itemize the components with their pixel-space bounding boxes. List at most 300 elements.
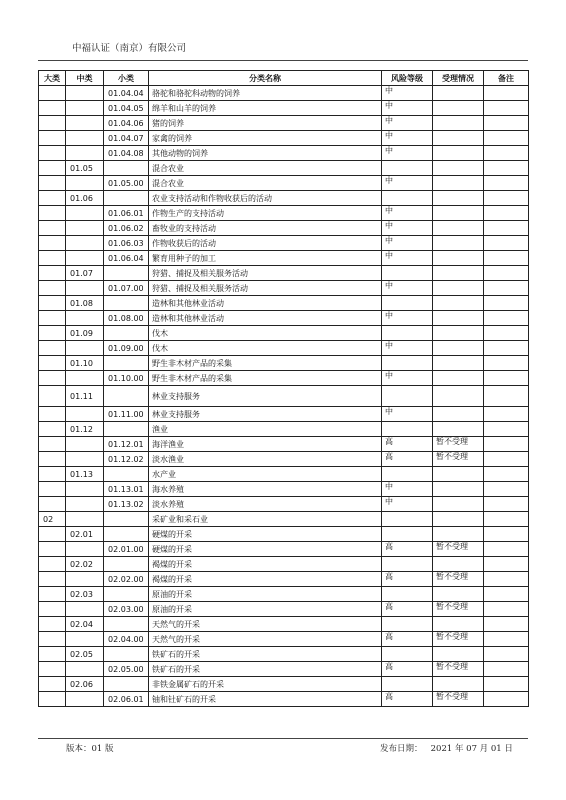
minor-class-cell [104, 422, 149, 437]
minor-class-cell: 01.04.05 [104, 101, 149, 116]
remarks-cell [484, 146, 529, 161]
risk-level-cell: 中 [382, 86, 433, 101]
risk-level-cell: 中 [382, 116, 433, 131]
table-body [39, 86, 529, 707]
acceptance-status-cell [433, 371, 484, 386]
medium-class-cell: 01.10 [66, 356, 104, 371]
major-class-cell [39, 557, 66, 572]
major-class-cell [39, 161, 66, 176]
table-row [39, 497, 529, 512]
acceptance-status-cell [433, 467, 484, 482]
table-row [39, 236, 529, 251]
medium-class-cell [66, 131, 104, 146]
risk-level-cell [382, 557, 433, 572]
table-row [39, 587, 529, 602]
acceptance-status-cell [433, 341, 484, 356]
minor-class-cell: 01.12.02 [104, 452, 149, 467]
acceptance-status-cell [433, 311, 484, 326]
remarks-cell [484, 647, 529, 662]
category-name-cell: 褐煤的开采 [149, 557, 382, 572]
category-name-cell: 林业支持服务 [149, 386, 382, 407]
table-row [39, 176, 529, 191]
minor-class-cell: 01.08.00 [104, 311, 149, 326]
table-row [39, 662, 529, 677]
category-name-cell: 褐煤的开采 [149, 572, 382, 587]
category-name-cell: 作物收获后的活动 [149, 236, 382, 251]
remarks-cell [484, 542, 529, 557]
medium-class-cell: 02.05 [66, 647, 104, 662]
acceptance-status-cell [433, 191, 484, 206]
major-class-cell [39, 437, 66, 452]
acceptance-status-cell [433, 146, 484, 161]
footer-divider [38, 738, 528, 739]
risk-level-cell: 中 [382, 251, 433, 266]
table-row [39, 386, 529, 407]
risk-level-cell [382, 266, 433, 281]
table-row [39, 647, 529, 662]
remarks-cell [484, 662, 529, 677]
table-row [39, 692, 529, 707]
col-header-category-name: 分类名称 [149, 71, 382, 86]
major-class-cell [39, 251, 66, 266]
table-row [39, 617, 529, 632]
minor-class-cell [104, 677, 149, 692]
table-row [39, 191, 529, 206]
category-name-cell: 造林和其他林业活动 [149, 296, 382, 311]
risk-level-cell: 中 [382, 371, 433, 386]
minor-class-cell [104, 467, 149, 482]
minor-class-cell [104, 527, 149, 542]
remarks-cell [484, 407, 529, 422]
table-row [39, 371, 529, 386]
minor-class-cell [104, 161, 149, 176]
category-name-cell: 原油的开采 [149, 602, 382, 617]
risk-level-cell [382, 161, 433, 176]
category-name-cell: 天然气的开采 [149, 632, 382, 647]
remarks-cell [484, 86, 529, 101]
risk-level-cell: 中 [382, 221, 433, 236]
remarks-cell [484, 632, 529, 647]
minor-class-cell [104, 266, 149, 281]
medium-class-cell [66, 101, 104, 116]
remarks-cell [484, 281, 529, 296]
table-row [39, 437, 529, 452]
medium-class-cell [66, 341, 104, 356]
medium-class-cell: 01.11 [66, 386, 104, 407]
major-class-cell [39, 281, 66, 296]
remarks-cell [484, 356, 529, 371]
remarks-cell [484, 527, 529, 542]
risk-level-cell: 中 [382, 281, 433, 296]
risk-level-cell: 中 [382, 482, 433, 497]
table-row [39, 356, 529, 371]
medium-class-cell: 02.06 [66, 677, 104, 692]
category-name-cell: 铀和钍矿石的开采 [149, 692, 382, 707]
risk-level-cell: 中 [382, 497, 433, 512]
acceptance-status-cell: 暂不受理 [433, 692, 484, 707]
minor-class-cell [104, 647, 149, 662]
risk-level-cell: 中 [382, 236, 433, 251]
risk-level-cell: 中 [382, 131, 433, 146]
major-class-cell [39, 266, 66, 281]
medium-class-cell: 01.09 [66, 326, 104, 341]
minor-class-cell [104, 326, 149, 341]
category-name-cell: 其他动物的饲养 [149, 146, 382, 161]
remarks-cell [484, 326, 529, 341]
minor-class-cell: 01.06.01 [104, 206, 149, 221]
acceptance-status-cell [433, 281, 484, 296]
major-class-cell [39, 482, 66, 497]
risk-level-cell: 高 [382, 692, 433, 707]
major-class-cell [39, 236, 66, 251]
acceptance-status-cell [433, 296, 484, 311]
minor-class-cell: 01.05.00 [104, 176, 149, 191]
remarks-cell [484, 452, 529, 467]
major-class-cell [39, 311, 66, 326]
acceptance-status-cell [433, 527, 484, 542]
remarks-cell [484, 422, 529, 437]
table-row [39, 326, 529, 341]
risk-level-cell: 高 [382, 662, 433, 677]
acceptance-status-cell: 暂不受理 [433, 437, 484, 452]
remarks-cell [484, 176, 529, 191]
table-row [39, 161, 529, 176]
medium-class-cell [66, 512, 104, 527]
minor-class-cell: 01.13.02 [104, 497, 149, 512]
table-row [39, 632, 529, 647]
remarks-cell [484, 677, 529, 692]
category-name-cell: 绵羊和山羊的饲养 [149, 101, 382, 116]
medium-class-cell [66, 542, 104, 557]
medium-class-cell: 01.06 [66, 191, 104, 206]
major-class-cell [39, 296, 66, 311]
remarks-cell [484, 371, 529, 386]
minor-class-cell [104, 512, 149, 527]
risk-level-cell: 中 [382, 146, 433, 161]
major-class-cell [39, 326, 66, 341]
remarks-cell [484, 251, 529, 266]
risk-level-cell: 中 [382, 407, 433, 422]
medium-class-cell [66, 632, 104, 647]
acceptance-status-cell [433, 422, 484, 437]
category-name-cell: 海水养殖 [149, 482, 382, 497]
acceptance-status-cell [433, 236, 484, 251]
remarks-cell [484, 116, 529, 131]
remarks-cell [484, 467, 529, 482]
minor-class-cell: 02.03.00 [104, 602, 149, 617]
major-class-cell [39, 602, 66, 617]
risk-level-cell: 高 [382, 632, 433, 647]
category-name-cell: 狩猎、捕捉及相关服务活动 [149, 281, 382, 296]
acceptance-status-cell: 暂不受理 [433, 452, 484, 467]
table-row [39, 407, 529, 422]
table-row [39, 512, 529, 527]
risk-level-cell: 高 [382, 602, 433, 617]
category-name-cell: 淡水养殖 [149, 497, 382, 512]
risk-level-cell: 中 [382, 206, 433, 221]
major-class-cell [39, 542, 66, 557]
major-class-cell [39, 617, 66, 632]
table-row [39, 452, 529, 467]
risk-level-cell: 高 [382, 437, 433, 452]
category-name-cell: 骆驼和骆驼科动物的饲养 [149, 86, 382, 101]
acceptance-status-cell [433, 407, 484, 422]
acceptance-status-cell [433, 176, 484, 191]
minor-class-cell: 01.04.08 [104, 146, 149, 161]
medium-class-cell: 02.03 [66, 587, 104, 602]
minor-class-cell: 01.07.00 [104, 281, 149, 296]
table-row [39, 527, 529, 542]
medium-class-cell [66, 407, 104, 422]
category-name-cell: 混合农业 [149, 161, 382, 176]
major-class-cell [39, 221, 66, 236]
category-name-cell: 作物生产的支持活动 [149, 206, 382, 221]
table-header-row [39, 71, 529, 86]
table-row [39, 572, 529, 587]
table-row [39, 251, 529, 266]
acceptance-status-cell [433, 101, 484, 116]
minor-class-cell [104, 296, 149, 311]
remarks-cell [484, 482, 529, 497]
acceptance-status-cell [433, 131, 484, 146]
major-class-cell [39, 356, 66, 371]
medium-class-cell [66, 116, 104, 131]
category-name-cell: 渔业 [149, 422, 382, 437]
category-name-cell: 畜牧业的支持活动 [149, 221, 382, 236]
medium-class-cell: 01.07 [66, 266, 104, 281]
medium-class-cell [66, 692, 104, 707]
remarks-cell [484, 386, 529, 407]
table-row [39, 131, 529, 146]
risk-level-cell [382, 677, 433, 692]
medium-class-cell [66, 251, 104, 266]
medium-class-cell [66, 371, 104, 386]
acceptance-status-cell: 暂不受理 [433, 662, 484, 677]
category-name-cell: 天然气的开采 [149, 617, 382, 632]
minor-class-cell [104, 617, 149, 632]
remarks-cell [484, 497, 529, 512]
medium-class-cell [66, 281, 104, 296]
table-row [39, 467, 529, 482]
table-row [39, 557, 529, 572]
category-name-cell: 非铁金属矿石的开采 [149, 677, 382, 692]
acceptance-status-cell [433, 557, 484, 572]
risk-level-cell [382, 467, 433, 482]
medium-class-cell [66, 497, 104, 512]
minor-class-cell: 01.13.01 [104, 482, 149, 497]
minor-class-cell: 01.11.00 [104, 407, 149, 422]
risk-level-cell [382, 356, 433, 371]
table-row [39, 422, 529, 437]
remarks-cell [484, 131, 529, 146]
category-name-cell: 家禽的饲养 [149, 131, 382, 146]
major-class-cell [39, 527, 66, 542]
major-class-cell [39, 176, 66, 191]
major-class-cell [39, 206, 66, 221]
header-divider [38, 60, 528, 61]
minor-class-cell: 01.06.04 [104, 251, 149, 266]
table-row [39, 296, 529, 311]
remarks-cell [484, 602, 529, 617]
category-name-cell: 硬煤的开采 [149, 542, 382, 557]
risk-level-cell [382, 386, 433, 407]
minor-class-cell: 01.06.02 [104, 221, 149, 236]
minor-class-cell [104, 587, 149, 602]
medium-class-cell: 02.01 [66, 527, 104, 542]
col-header-acceptance: 受理情况 [433, 71, 484, 86]
major-class-cell [39, 146, 66, 161]
risk-level-cell [382, 587, 433, 602]
major-class-cell [39, 422, 66, 437]
table-row [39, 311, 529, 326]
issue-date-value: 2021 年 07 月 01 日 [430, 744, 513, 754]
col-header-risk-level: 风险等级 [382, 71, 433, 86]
medium-class-cell [66, 206, 104, 221]
minor-class-cell: 01.09.00 [104, 341, 149, 356]
medium-class-cell: 01.05 [66, 161, 104, 176]
acceptance-status-cell [433, 482, 484, 497]
medium-class-cell [66, 662, 104, 677]
risk-level-cell [382, 647, 433, 662]
major-class-cell [39, 692, 66, 707]
remarks-cell [484, 296, 529, 311]
acceptance-status-cell [433, 206, 484, 221]
major-class-cell: 02 [39, 512, 66, 527]
category-name-cell: 伐木 [149, 341, 382, 356]
major-class-cell [39, 632, 66, 647]
medium-class-cell [66, 176, 104, 191]
acceptance-status-cell [433, 497, 484, 512]
medium-class-cell [66, 602, 104, 617]
major-class-cell [39, 371, 66, 386]
risk-level-cell: 中 [382, 311, 433, 326]
minor-class-cell [104, 386, 149, 407]
table-row [39, 482, 529, 497]
company-name: 中福认证（南京）有限公司 [72, 43, 187, 54]
remarks-cell [484, 572, 529, 587]
remarks-cell [484, 236, 529, 251]
risk-level-cell: 中 [382, 341, 433, 356]
medium-class-cell [66, 236, 104, 251]
risk-level-cell [382, 296, 433, 311]
acceptance-status-cell: 暂不受理 [433, 602, 484, 617]
table-row [39, 206, 529, 221]
medium-class-cell [66, 221, 104, 236]
major-class-cell [39, 101, 66, 116]
minor-class-cell: 01.04.06 [104, 116, 149, 131]
footer-version: 版本：01 版 [66, 744, 114, 754]
category-name-cell: 造林和其他林业活动 [149, 311, 382, 326]
category-name-cell: 伐木 [149, 326, 382, 341]
acceptance-status-cell [433, 647, 484, 662]
acceptance-status-cell: 暂不受理 [433, 632, 484, 647]
acceptance-status-cell [433, 677, 484, 692]
category-name-cell: 农业支持活动和作物收获后的活动 [149, 191, 382, 206]
medium-class-cell: 02.04 [66, 617, 104, 632]
major-class-cell [39, 467, 66, 482]
minor-class-cell: 01.06.03 [104, 236, 149, 251]
category-name-cell: 野生非木材产品的采集 [149, 371, 382, 386]
table-row [39, 221, 529, 236]
major-class-cell [39, 452, 66, 467]
medium-class-cell: 01.13 [66, 467, 104, 482]
risk-level-cell: 高 [382, 572, 433, 587]
category-name-cell: 繁育用种子的加工 [149, 251, 382, 266]
risk-level-cell: 高 [382, 542, 433, 557]
acceptance-status-cell [433, 116, 484, 131]
minor-class-cell: 02.02.00 [104, 572, 149, 587]
major-class-cell [39, 131, 66, 146]
major-class-cell [39, 407, 66, 422]
risk-level-cell [382, 527, 433, 542]
footer-issue-date [380, 742, 513, 754]
major-class-cell [39, 677, 66, 692]
risk-level-cell [382, 422, 433, 437]
table-row [39, 602, 529, 617]
minor-class-cell: 02.04.00 [104, 632, 149, 647]
table-row [39, 146, 529, 161]
remarks-cell [484, 341, 529, 356]
risk-level-cell: 中 [382, 101, 433, 116]
acceptance-status-cell: 暂不受理 [433, 542, 484, 557]
medium-class-cell [66, 452, 104, 467]
major-class-cell [39, 587, 66, 602]
category-name-cell: 硬煤的开采 [149, 527, 382, 542]
acceptance-status-cell [433, 86, 484, 101]
col-header-remarks: 备注 [484, 71, 529, 86]
acceptance-status-cell [433, 221, 484, 236]
category-name-cell: 海洋渔业 [149, 437, 382, 452]
col-header-medium: 中类 [66, 71, 104, 86]
acceptance-status-cell [433, 251, 484, 266]
table-row [39, 677, 529, 692]
acceptance-status-cell [433, 587, 484, 602]
category-name-cell: 铁矿石的开采 [149, 662, 382, 677]
remarks-cell [484, 617, 529, 632]
medium-class-cell [66, 482, 104, 497]
classification-table [38, 70, 529, 707]
risk-level-cell: 高 [382, 452, 433, 467]
category-name-cell: 猪的饲养 [149, 116, 382, 131]
minor-class-cell [104, 191, 149, 206]
remarks-cell [484, 191, 529, 206]
table-row [39, 281, 529, 296]
major-class-cell [39, 86, 66, 101]
remarks-cell [484, 221, 529, 236]
major-class-cell [39, 191, 66, 206]
minor-class-cell: 01.10.00 [104, 371, 149, 386]
major-class-cell [39, 647, 66, 662]
major-class-cell [39, 572, 66, 587]
major-class-cell [39, 116, 66, 131]
table-row [39, 86, 529, 101]
remarks-cell [484, 587, 529, 602]
acceptance-status-cell [433, 617, 484, 632]
medium-class-cell: 02.02 [66, 557, 104, 572]
acceptance-status-cell: 暂不受理 [433, 572, 484, 587]
category-name-cell: 混合农业 [149, 176, 382, 191]
remarks-cell [484, 512, 529, 527]
category-name-cell: 淡水渔业 [149, 452, 382, 467]
table-row [39, 542, 529, 557]
category-name-cell: 铁矿石的开采 [149, 647, 382, 662]
risk-level-cell [382, 512, 433, 527]
risk-level-cell: 中 [382, 176, 433, 191]
minor-class-cell [104, 356, 149, 371]
medium-class-cell: 01.08 [66, 296, 104, 311]
remarks-cell [484, 311, 529, 326]
table-row [39, 341, 529, 356]
